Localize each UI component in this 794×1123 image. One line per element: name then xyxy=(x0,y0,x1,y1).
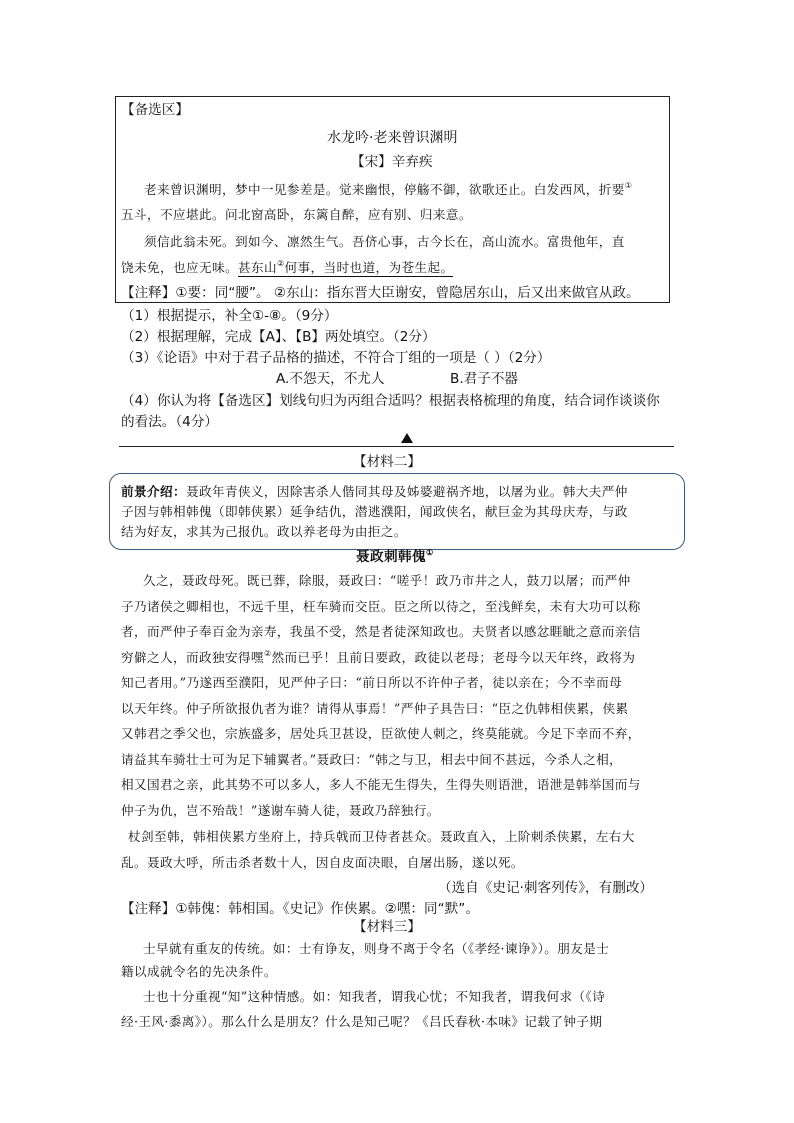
material-2-line: 乱。聂政大呼，所击杀者数十人，因自皮面决眼，自屠出肠，遂以死。 xyxy=(121,855,524,870)
material-2-line: 仲子为仇，岂不殆哉！”遂谢车骑人徒，聂政乃辞独行。 xyxy=(121,803,440,818)
triangle-marker-icon xyxy=(401,433,413,443)
poem-line-2: 五斗，不应堪此。问北窗高卧，东篱自醉，应有别、归来意。 xyxy=(121,207,472,222)
poem-title: 水龙吟·老来曾识渊明 xyxy=(327,130,458,146)
material-2-line: 久之，聂政母死。既已葬，除服，聂政曰：“嗟乎！政乃市井之人，鼓刀以屠；而严仲 xyxy=(143,573,631,588)
material-2-heading: 【材料二】 xyxy=(353,454,421,470)
question-2: （2）根据理解，完成【A】、【B】两处填空。（2分） xyxy=(121,329,436,345)
question-1: （1）根据提示，补全①-⑧。（9分） xyxy=(121,308,338,324)
question-4-line-1: （4）你认为将【备选区】划线句归为丙组合适吗？根据表格梳理的角度，结合词作谈谈你 xyxy=(121,393,660,409)
material-2-line: 相又国君之亲，此其势不可以多人，多人不能无生得失，生得失则语泄，语泄是韩举国而与 xyxy=(121,777,641,792)
intro-line-1: 前景介绍：聂政年青侠义，因除害杀人偕同其母及姊婆避祸齐地，以屠为业。韩大夫严仲 xyxy=(121,484,628,499)
material-2-line: 知己者用。”乃遂西至濮阳，见严仲子曰：“前日所以不许仲子者，徒以亲在；今不幸而母 xyxy=(121,675,623,690)
material-2-source: （选自《史记·刺客列传》，有删改） xyxy=(438,880,654,896)
material-2-line: 穷僻之人，而政独安得嘿②然而已乎！且前日要政，政徒以老母；老母今以天年终，政将为 xyxy=(121,649,636,665)
question-3-option-b: B.君子不器 xyxy=(450,371,519,387)
poem-note: 【注释】①要：同“腰”。 ②东山：指东晋大臣谢安，曾隐居东山，后又出来做官从政。 xyxy=(121,285,640,301)
material-2-line: 子乃诸侯之卿相也，不远千里，枉车骑而交臣。臣之所以待之，至浅鲜矣，未有大功可以称 xyxy=(121,599,641,614)
material-2-line: 杖剑至韩，韩相侠累方坐府上，持兵戟而卫侍者甚众。聂政直入，上阶刺杀侠累，左右大 xyxy=(128,829,635,844)
intro-line-2: 子因与韩相韩傀（即韩侠累）延争结仇，潜逃濮阳，闻政侠名，献巨金为其母庆寿，与政 xyxy=(121,504,628,519)
material-3-heading: 【材料三】 xyxy=(353,919,421,935)
material-2-line: 以天年终。仲子所欲报仇者为谁？请得从事焉！”严仲子具告曰：“臣之仇韩相侠累，侠累 xyxy=(121,701,629,716)
poem-line-4: 饶未免，也应无味。甚东山②何事，当时也道，为苍生起。 xyxy=(121,259,454,275)
divider xyxy=(119,446,674,447)
poem-line-1: 老来曾识渊明，梦中一见参差是。觉来幽恨，停觞不御，欲歌还止。白发西风，折要① xyxy=(144,181,633,197)
intro-line-3: 结为好友，求其为己报仇。政以养老母为由拒之。 xyxy=(121,524,407,539)
question-4-line-2: 的看法。（4分） xyxy=(121,414,219,430)
poem-author: 【宋】辛弃疾 xyxy=(351,154,433,170)
material-2-line: 者，而严仲子奉百金为亲寿，我虽不受，然是者徒深知政也。夫贤者以感忿睚眦之意而亲信 xyxy=(121,624,641,639)
poem-line-3: 须信此翁未死。到如今、凛然生气。吾侪心事，古今长在，高山流水。富贵他年，直 xyxy=(144,234,625,249)
material-2-line: 又韩君之季父也，宗族盛多，居处兵卫甚设，臣欲使人刺之，终莫能就。今足下幸而不弃， xyxy=(121,726,641,741)
underlined-sentence: 甚东山②何事，当时也道，为苍生起。 xyxy=(237,259,454,275)
material-3-line: 经·王风·黍离》）。那么什么是朋友？什么是知己呢？《吕氏春秋·本味》记载了钟子期 xyxy=(121,1014,603,1029)
material-3-line: 士早就有重友的传统。如：士有诤友，则身不离于令名（《孝经·谏诤》）。朋友是士 xyxy=(143,941,610,956)
material-3-line: 士也十分重视“知”这种情感。如：知我者，谓我心忧；不知我者，谓我何求（《诗 xyxy=(143,989,606,1004)
question-3: （3）《论语》中对于君子品格的描述，不符合丁组的一项是（ ）（2分） xyxy=(121,350,551,366)
section-label: 【备选区】 xyxy=(121,102,189,118)
material-2-title: 聂政刺韩傀① xyxy=(356,547,434,565)
material-2-note: 【注释】①韩傀：韩相国。《史记》作侠累。②嘿：同“默”。 xyxy=(121,901,479,917)
material-2-line: 请益其车骑壮士可为足下辅翼者。”聂政曰：“韩之与卫，相去中间不甚远，今杀人之相， xyxy=(121,752,623,767)
material-3-line: 籍以成就令名的先决条件。 xyxy=(121,964,277,979)
question-3-option-a: A.不怨天，不尤人 xyxy=(276,371,385,387)
